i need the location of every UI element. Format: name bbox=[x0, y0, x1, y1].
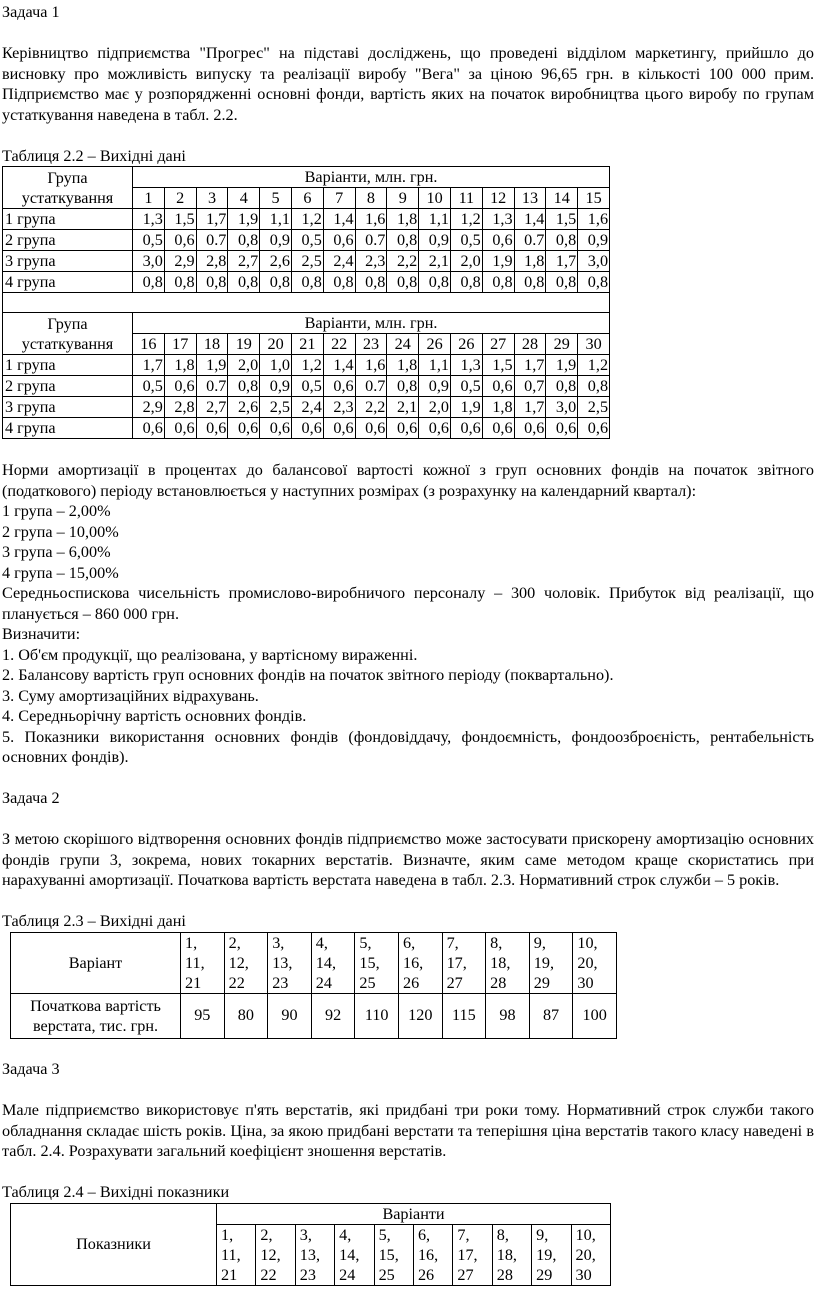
variant-number: 16 bbox=[133, 334, 165, 355]
variant-number bbox=[355, 932, 399, 993]
variant-number bbox=[374, 1224, 413, 1285]
variant-number-part: 29 bbox=[533, 973, 550, 992]
norm-item: 2 група – 10,00% bbox=[2, 522, 119, 541]
variant-number-part: 5, bbox=[359, 933, 372, 952]
table-cell: 1,9 bbox=[450, 397, 482, 418]
variant-number-part: 21 bbox=[185, 973, 202, 992]
table-cell: 0,8 bbox=[419, 272, 451, 293]
group-label: 4 група bbox=[3, 418, 133, 439]
variant-number-part: 1, bbox=[185, 933, 198, 952]
table-cell: 0,6 bbox=[323, 376, 355, 397]
variant-number-part: 21 bbox=[221, 1265, 238, 1284]
variant-number: 26 bbox=[450, 334, 482, 355]
table-cell: 0,8 bbox=[228, 376, 260, 397]
table-cell: 0,8 bbox=[164, 272, 196, 293]
variant-number bbox=[453, 1224, 492, 1285]
table-cell: 0.7 bbox=[196, 376, 228, 397]
table-cell: 0,8 bbox=[546, 376, 578, 397]
table-cell: 2,0 bbox=[228, 355, 260, 376]
table-cell: 1,5 bbox=[482, 355, 514, 376]
variant-number-part: 17, bbox=[446, 953, 467, 972]
initial-cost-value: 100 bbox=[573, 993, 617, 1038]
norms-list bbox=[2, 501, 814, 583]
task1-intro: Керівництво підприємства "Прогрес" на підставі досліджень, що проведені відділом маркетингу, прийшло до висновку про можливість випуску та реалізації виробу "Вега" за ціною 96,65 грн. в кількості 100 000 прим. Підприємство має у розпорядженні основні фонди, вартість яких на початок виробництва цього виробу по групам устаткування наведена в табл. 2.2. bbox=[2, 44, 814, 124]
table-cell: 0,8 bbox=[228, 230, 260, 251]
table-row bbox=[3, 251, 610, 272]
variant-number-part: 12, bbox=[228, 953, 249, 972]
table-cell: 2,4 bbox=[291, 397, 323, 418]
task2-text: З метою скорішого відтворення основних фондів підприємство може застосувати прискорену амортизацію основних фондів групи 3, зокрема, нових токарних верстатів. Визначте, яким саме методом краще скористатись при нарахуванні амортизації. Початкова вартість верстата наведена в табл. 2.3. Нормативний строк служби – 5 років. bbox=[2, 830, 814, 889]
table-cell: 0,9 bbox=[260, 376, 292, 397]
initial-cost-value: 90 bbox=[268, 993, 312, 1038]
table-cell: 0,6 bbox=[291, 418, 323, 439]
variant-number-part: 8, bbox=[490, 933, 503, 952]
variants-header: Варіанти, млн. грн. bbox=[133, 167, 610, 188]
variant-number bbox=[442, 932, 486, 993]
variant-number-part: 13, bbox=[299, 1245, 321, 1264]
variant-number-part: 7, bbox=[446, 933, 459, 952]
variant-number: 8 bbox=[355, 188, 387, 209]
table-cell: 1,3 bbox=[482, 209, 514, 230]
variant-number bbox=[256, 1224, 295, 1285]
table-cell: 3,0 bbox=[546, 397, 578, 418]
table-cell: 1,7 bbox=[133, 355, 165, 376]
table-cell: 0,5 bbox=[450, 376, 482, 397]
variant-number: 28 bbox=[514, 334, 546, 355]
variant-number-part: 22 bbox=[228, 973, 245, 992]
table-cell: 2,1 bbox=[387, 397, 419, 418]
table-cell: 2,7 bbox=[228, 251, 260, 272]
indicators-header: Показники bbox=[11, 1203, 217, 1285]
table-cell: 0,5 bbox=[133, 230, 165, 251]
table-cell: 1,9 bbox=[482, 251, 514, 272]
table-cell: 2,3 bbox=[323, 397, 355, 418]
variant-number-part: 15, bbox=[378, 1245, 399, 1264]
variant-number bbox=[529, 932, 573, 993]
table-cell: 0,8 bbox=[291, 272, 323, 293]
variant-number-part: 26 bbox=[417, 1265, 435, 1284]
variant-number bbox=[295, 1224, 334, 1285]
variant-number-part: 23 bbox=[272, 973, 289, 992]
variant-number-part: 3, bbox=[272, 933, 285, 952]
task1-title: Задача 1 bbox=[2, 3, 60, 21]
table-cell: 2,6 bbox=[260, 251, 292, 272]
table-cell: 0,8 bbox=[196, 272, 228, 293]
table-cell: 2,5 bbox=[291, 251, 323, 272]
variant-number bbox=[181, 932, 225, 993]
table-cell: 1,2 bbox=[291, 209, 323, 230]
variant-number: 12 bbox=[482, 188, 514, 209]
table-cell: 1,3 bbox=[133, 209, 165, 230]
variant-number-part: 3, bbox=[299, 1225, 312, 1244]
table-cell: 0.7 bbox=[355, 230, 387, 251]
table-row bbox=[3, 355, 610, 376]
table-cell: 2,9 bbox=[164, 251, 196, 272]
table-cell: 1,7 bbox=[514, 355, 546, 376]
variant-number bbox=[571, 1224, 611, 1285]
table-cell: 2,5 bbox=[260, 397, 292, 418]
variant-number-part: 8, bbox=[496, 1225, 509, 1244]
table-cell: 0,5 bbox=[450, 230, 482, 251]
variant-number: 21 bbox=[291, 334, 323, 355]
table-cell: 0,6 bbox=[578, 418, 610, 439]
table-cell: 0,6 bbox=[260, 418, 292, 439]
variant-number-part: 24 bbox=[315, 973, 332, 992]
table-cell: 0,6 bbox=[164, 418, 196, 439]
table-cell: 0,6 bbox=[419, 418, 451, 439]
table-cell: 0,5 bbox=[133, 376, 165, 397]
variant-number bbox=[224, 932, 268, 993]
variant-number-part: 6, bbox=[417, 1225, 431, 1244]
staff-text: Середньоспискова чисельність промислово-виробничого персоналу – 300 чоловік. Прибуток від реалізації, що планується – 860 000 грн. bbox=[2, 584, 814, 623]
variant-number: 15 bbox=[578, 188, 610, 209]
initial-cost-value: 115 bbox=[442, 993, 486, 1038]
table-cell: 3,0 bbox=[133, 251, 165, 272]
variant-number-part: 11, bbox=[221, 1245, 241, 1264]
table-cell: 2,8 bbox=[164, 397, 196, 418]
table-cell: 2,5 bbox=[578, 397, 610, 418]
table-cell: 0,5 bbox=[291, 376, 323, 397]
variant-number-part: 12, bbox=[260, 1245, 281, 1264]
table-cell: 0,8 bbox=[546, 272, 578, 293]
table-cell: 1,4 bbox=[323, 355, 355, 376]
table-cell: 1,1 bbox=[260, 209, 292, 230]
table-row bbox=[3, 272, 610, 293]
table-cell: 0,8 bbox=[578, 376, 610, 397]
table-cell: 1,6 bbox=[355, 355, 387, 376]
variant-number-part: 2, bbox=[228, 933, 241, 952]
table-cell: 0,8 bbox=[387, 272, 419, 293]
initial-cost-value: 80 bbox=[224, 993, 268, 1038]
variant-number-part: 18, bbox=[496, 1245, 517, 1264]
table-cell: 0,8 bbox=[546, 230, 578, 251]
task3-text: Мале підприємство використовує п'ять верстатів, які придбані три роки тому. Нормативний строк служби такого обладнання складає шість років. Ціна, за якою придбані верстати та теперішня ціна верстатів такого класу наведені в табл. 2.4. Розрахувати загальний коефіцієнт зношення верстатів. bbox=[2, 1101, 814, 1160]
variant-number-part: 30 bbox=[575, 1265, 592, 1284]
table-cell: 0,6 bbox=[323, 230, 355, 251]
variant-number bbox=[486, 932, 530, 993]
table-cell: 0,6 bbox=[514, 418, 546, 439]
variant-number-part: 4, bbox=[339, 1225, 352, 1244]
variant-number: 18 bbox=[196, 334, 228, 355]
variant-number-part: 19, bbox=[533, 953, 554, 972]
norm-item: 4 група – 15,00% bbox=[2, 563, 119, 582]
variant-number: 9 bbox=[387, 188, 419, 209]
task-item: 2. Балансову вартість груп основних фондів на початок звітного періоду (поквартально). bbox=[2, 666, 614, 684]
table23-caption: Таблиця 2.3 – Вихідні дані bbox=[2, 912, 186, 930]
variant-number-part: 16, bbox=[417, 1245, 439, 1264]
table-cell: 1,1 bbox=[419, 355, 451, 376]
table-2-2 bbox=[2, 166, 610, 439]
task-item: 3. Суму амортизаційних відрахувань. bbox=[2, 686, 259, 705]
table-cell: 0,6 bbox=[164, 230, 196, 251]
table-cell: 0,8 bbox=[260, 272, 292, 293]
variant-number-part: 18, bbox=[490, 953, 511, 972]
table-cell: 0,6 bbox=[323, 418, 355, 439]
variant-number: 7 bbox=[323, 188, 355, 209]
table-cell: 1,7 bbox=[514, 397, 546, 418]
group-header: Група устаткування bbox=[3, 313, 133, 355]
variant-number-part: 14, bbox=[339, 1245, 360, 1264]
variant-number: 6 bbox=[291, 188, 323, 209]
table-cell: 0,8 bbox=[482, 272, 514, 293]
table-cell: 1,8 bbox=[387, 355, 419, 376]
variant-number-part: 15, bbox=[359, 953, 380, 972]
initial-cost-value: 110 bbox=[355, 993, 399, 1038]
initial-cost-value: 98 bbox=[486, 993, 530, 1038]
variant-number-part: 28 bbox=[496, 1265, 513, 1284]
variant-number: 2 bbox=[164, 188, 196, 209]
table-cell: 0,9 bbox=[419, 230, 451, 251]
table-cell: 0,6 bbox=[196, 418, 228, 439]
variant-number-part: 20, bbox=[577, 953, 598, 972]
task-item: 5. Показники використання основних фондів (фондовіддачу, фондоємність, фондоозброєність, рентабельність основних фондів). bbox=[2, 727, 814, 766]
table-cell: 1,4 bbox=[514, 209, 546, 230]
variant-number-part: 20, bbox=[575, 1245, 596, 1264]
variant-number bbox=[268, 932, 312, 993]
initial-cost-label: Початкова вартість верстата, тис. грн. bbox=[11, 993, 181, 1038]
table-cell: 0,5 bbox=[291, 230, 323, 251]
task-item: 1. Об'єм продукції, що реалізована, у вартісному вираженні. bbox=[2, 645, 418, 664]
table-cell: 2,0 bbox=[419, 397, 451, 418]
table-cell: 2,7 bbox=[196, 397, 228, 418]
task3-title: Задача 3 bbox=[2, 1060, 60, 1078]
task2-title: Задача 2 bbox=[2, 789, 60, 807]
group-label: 2 група bbox=[3, 230, 133, 251]
table-cell: 1,8 bbox=[387, 209, 419, 230]
norms-intro: Норми амортизації в процентах до балансової вартості кожної з груп основних фондів на початок звітного (податкового) періоду встановлюється у наступних розмірах (з розрахунку на календарний квартал): bbox=[2, 461, 814, 500]
table-cell: 3,0 bbox=[578, 251, 610, 272]
variant-number bbox=[573, 932, 617, 993]
norm-item: 1 група – 2,00% bbox=[2, 502, 111, 520]
table-cell: 1,2 bbox=[450, 209, 482, 230]
variant-number: 19 bbox=[228, 334, 260, 355]
variant-number bbox=[311, 932, 355, 993]
table-cell: 1,4 bbox=[323, 209, 355, 230]
table-cell: 0.7 bbox=[355, 376, 387, 397]
table-cell: 0,6 bbox=[355, 418, 387, 439]
table-cell: 0,6 bbox=[482, 230, 514, 251]
table-cell: 0,8 bbox=[387, 230, 419, 251]
variant-number: 17 bbox=[164, 334, 196, 355]
variant-number-part: 27 bbox=[446, 973, 463, 992]
variant-number-part: 30 bbox=[577, 973, 594, 992]
table22-caption: Таблиця 2.2 – Вихідні дані bbox=[2, 146, 186, 165]
table-cell: 1,9 bbox=[228, 209, 260, 230]
group-header: Група устаткування bbox=[3, 167, 133, 209]
initial-cost-value: 120 bbox=[398, 993, 442, 1038]
variant-number-part: 25 bbox=[359, 973, 376, 992]
group-label: 3 група bbox=[3, 397, 133, 418]
table-cell: 2,4 bbox=[323, 251, 355, 272]
table-cell: 1,3 bbox=[450, 355, 482, 376]
table-cell: 1,6 bbox=[355, 209, 387, 230]
table-row bbox=[3, 418, 610, 439]
table-cell: 0,7 bbox=[514, 376, 546, 397]
table-cell: 0,8 bbox=[355, 272, 387, 293]
table-cell: 0,8 bbox=[578, 272, 610, 293]
table-cell: 1,9 bbox=[546, 355, 578, 376]
table-cell: 1,8 bbox=[482, 397, 514, 418]
group-label: 4 група bbox=[3, 272, 133, 293]
variant-number-part: 7, bbox=[457, 1225, 470, 1244]
variant-number: 14 bbox=[546, 188, 578, 209]
table-cell: 1,1 bbox=[419, 209, 451, 230]
table-cell: 0,9 bbox=[260, 230, 292, 251]
norm-item: 3 група – 6,00% bbox=[2, 543, 111, 561]
table-cell: 2,9 bbox=[133, 397, 165, 418]
variant-number-part: 5, bbox=[378, 1225, 391, 1244]
table-cell: 0.7 bbox=[514, 230, 546, 251]
task-item: 4. Середньорічну вартість основних фондів. bbox=[2, 707, 307, 725]
table-cell: 1,8 bbox=[164, 355, 196, 376]
variant-number-part: 29 bbox=[536, 1265, 553, 1284]
variant-number: 13 bbox=[514, 188, 546, 209]
variant-number: 29 bbox=[546, 334, 578, 355]
table-cell: 1,9 bbox=[196, 355, 228, 376]
variant-number-part: 11, bbox=[185, 953, 205, 972]
variant-number-part: 23 bbox=[299, 1265, 316, 1284]
variant-number-part: 19, bbox=[536, 1245, 557, 1264]
table-cell: 0,8 bbox=[228, 272, 260, 293]
variant-number: 10 bbox=[419, 188, 451, 209]
variant-header: Варіант bbox=[11, 932, 181, 993]
variant-number: 24 bbox=[387, 334, 419, 355]
table-cell: 0,8 bbox=[133, 272, 165, 293]
table-cell: 0,6 bbox=[387, 418, 419, 439]
variant-number-part: 27 bbox=[457, 1265, 474, 1284]
initial-cost-value: 95 bbox=[181, 993, 225, 1038]
table-2-3 bbox=[10, 932, 617, 1039]
table-cell: 0,6 bbox=[482, 376, 514, 397]
table-cell: 1,8 bbox=[514, 251, 546, 272]
table-cell: 0,8 bbox=[387, 376, 419, 397]
table-cell: 1,2 bbox=[291, 355, 323, 376]
variant-number bbox=[413, 1224, 452, 1285]
determine-label: Визначити: bbox=[2, 625, 81, 643]
table-2-4 bbox=[10, 1203, 611, 1286]
table-cell: 0,6 bbox=[546, 418, 578, 439]
variant-number-part: 16, bbox=[402, 953, 424, 972]
variant-number: 23 bbox=[355, 334, 387, 355]
table-cell: 2,6 bbox=[228, 397, 260, 418]
variant-number: 30 bbox=[578, 334, 610, 355]
group-label: 1 група bbox=[3, 209, 133, 230]
table-cell: 0,6 bbox=[164, 376, 196, 397]
variant-number bbox=[335, 1224, 374, 1285]
group-label: 3 група bbox=[3, 251, 133, 272]
table-cell: 1,6 bbox=[578, 209, 610, 230]
initial-cost-value: 87 bbox=[529, 993, 573, 1038]
table-cell: 0,6 bbox=[228, 418, 260, 439]
variant-number: 3 bbox=[196, 188, 228, 209]
group-label: 1 група bbox=[3, 355, 133, 376]
variant-number-part: 10, bbox=[577, 933, 598, 952]
variant-number: 20 bbox=[260, 334, 292, 355]
variant-number-part: 1, bbox=[221, 1225, 234, 1244]
variant-number: 26 bbox=[419, 334, 451, 355]
table-cell: 1,2 bbox=[578, 355, 610, 376]
table-cell: 0,9 bbox=[578, 230, 610, 251]
table-cell: 0,8 bbox=[323, 272, 355, 293]
table-cell: 1,5 bbox=[164, 209, 196, 230]
variant-number bbox=[532, 1224, 571, 1285]
variant-number-part: 22 bbox=[260, 1265, 277, 1284]
table-row bbox=[3, 230, 610, 251]
variant-number: 27 bbox=[482, 334, 514, 355]
table-cell: 0,9 bbox=[419, 376, 451, 397]
table-cell: 1,7 bbox=[196, 209, 228, 230]
variant-number-part: 26 bbox=[402, 973, 420, 992]
variant-number-part: 9, bbox=[536, 1225, 549, 1244]
variant-number: 11 bbox=[450, 188, 482, 209]
variant-number-part: 4, bbox=[315, 933, 328, 952]
table-cell: 0,6 bbox=[482, 418, 514, 439]
variant-number-part: 2, bbox=[260, 1225, 273, 1244]
variant-number-part: 28 bbox=[490, 973, 507, 992]
variant-number-part: 13, bbox=[272, 953, 293, 972]
variant-number-part: 17, bbox=[457, 1245, 478, 1264]
table-cell: 0,6 bbox=[133, 418, 165, 439]
table-cell: 1,7 bbox=[546, 251, 578, 272]
table-spacer bbox=[3, 293, 610, 313]
variant-number-part: 10, bbox=[575, 1225, 596, 1244]
variant-number: 4 bbox=[228, 188, 260, 209]
table-cell: 0,8 bbox=[514, 272, 546, 293]
table-cell: 2,3 bbox=[355, 251, 387, 272]
table-cell: 0,8 bbox=[450, 272, 482, 293]
initial-cost-value: 92 bbox=[311, 993, 355, 1038]
variant-number: 1 bbox=[133, 188, 165, 209]
variant-number: 22 bbox=[323, 334, 355, 355]
table-cell: 0.7 bbox=[196, 230, 228, 251]
variant-number bbox=[492, 1224, 531, 1285]
variant-number bbox=[398, 932, 442, 993]
table24-caption: Таблиця 2.4 – Вихідні показники bbox=[2, 1183, 230, 1201]
table-cell: 2,0 bbox=[450, 251, 482, 272]
table-cell: 1,0 bbox=[260, 355, 292, 376]
table-cell: 1,5 bbox=[546, 209, 578, 230]
table-cell: 2,8 bbox=[196, 251, 228, 272]
table-row bbox=[3, 209, 610, 230]
table-cell: 2,2 bbox=[387, 251, 419, 272]
table-cell: 0,6 bbox=[450, 418, 482, 439]
table-row bbox=[3, 376, 610, 397]
variant-number-part: 25 bbox=[378, 1265, 395, 1284]
variant-number-part: 14, bbox=[315, 953, 337, 972]
variant-number-part: 24 bbox=[339, 1265, 356, 1284]
variant-number-part: 6, bbox=[402, 933, 416, 952]
variants-header: Варіанти, млн. грн. bbox=[133, 313, 610, 334]
variant-number bbox=[217, 1224, 256, 1285]
table-cell: 2,2 bbox=[355, 397, 387, 418]
tasks-list bbox=[2, 645, 814, 768]
table-cell: 2,1 bbox=[419, 251, 451, 272]
variant-number-part: 9, bbox=[533, 933, 546, 952]
table-row bbox=[3, 397, 610, 418]
variant-number: 5 bbox=[260, 188, 292, 209]
variants-header: Варіанти bbox=[217, 1203, 611, 1224]
group-label: 2 група bbox=[3, 376, 133, 397]
